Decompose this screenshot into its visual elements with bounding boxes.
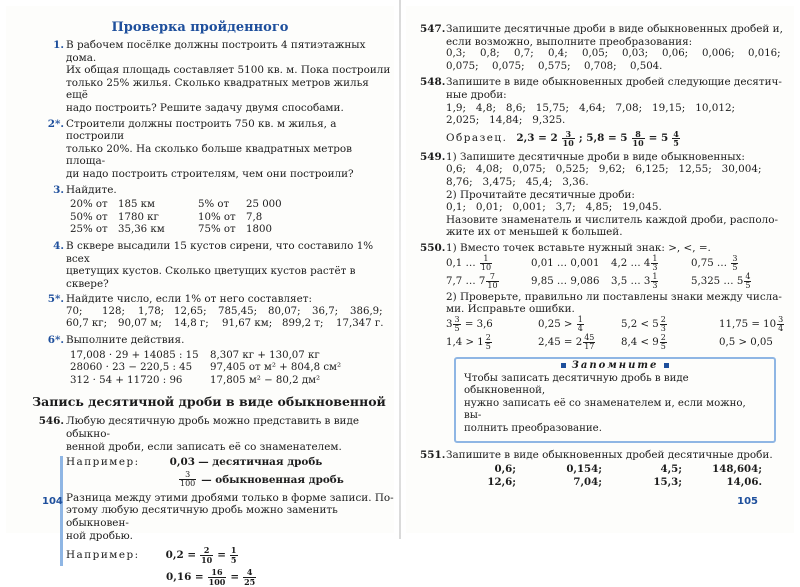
comparison-item xyxy=(538,316,621,334)
value: 12,6; xyxy=(487,475,516,488)
value: 0,7; xyxy=(514,48,534,60)
exercise-551 xyxy=(406,449,794,462)
section-title-2: Запись десятичной дроби в виде обыкновенной xyxy=(32,394,386,410)
exercise-text-line: Найдите число, если 1% от него составляет: xyxy=(66,293,312,306)
exercise-text-line: В сквере высадили 15 кустов сирени, что составило 1% всех xyxy=(66,239,374,265)
value: 0,03; xyxy=(622,48,649,60)
memo-box xyxy=(454,357,776,443)
exercise-text-line: ди надо построить строителям, чем они построили? xyxy=(66,167,354,180)
values-row: 1,9; 4,8; 8,6; 15,75; 4,64; 7,08; 19,15; 10,012; xyxy=(446,101,736,114)
exercise-number: 551. xyxy=(420,448,446,461)
value: 0,3; xyxy=(446,48,466,60)
fraction: $\frac{1}{3}$ xyxy=(652,271,658,290)
decimal-caption: — десятичная дробь xyxy=(198,456,323,469)
value: 60,7 кг; xyxy=(66,318,108,330)
value: 128; xyxy=(102,305,125,317)
fraction: $\frac{3}{4}$ xyxy=(778,314,784,334)
comparison-item xyxy=(611,255,691,273)
operation: 28060 · 23 − 220,5 : 45 xyxy=(70,362,193,374)
exercise-text-line: надо построить? Решите задачу двумя способами. xyxy=(66,101,344,114)
eq-left: 0,16 = xyxy=(166,570,204,583)
fraction: $\frac{4}{5}$ xyxy=(745,271,751,290)
values-grid xyxy=(446,61,794,74)
comparison-item xyxy=(719,316,799,334)
exercise-number: 546. xyxy=(38,415,64,428)
fraction: $\frac{2}{5}$ xyxy=(660,332,666,352)
value: 4,5; xyxy=(660,463,682,476)
fraction: $\frac{45}{17}$ xyxy=(584,332,595,352)
fraction: $\frac{8}{10}$ xyxy=(632,128,644,149)
values-row: 8,76; 3,475; 45,4; 3,36. xyxy=(446,175,589,188)
exercise-2 xyxy=(6,118,394,181)
fraction: $\frac{1}{10}$ xyxy=(480,253,492,272)
example-eq-1: Например: 0,2 = $\frac{2}{10}$ = $\frac{1}{5}$ xyxy=(66,545,237,565)
comparison-item xyxy=(691,255,771,273)
page-number: 104 xyxy=(42,496,63,507)
value: 899,2 т; xyxy=(282,318,324,330)
fraction: $\frac{7}{10}$ xyxy=(487,271,498,290)
comparison-item xyxy=(531,255,611,273)
value: 0,575; xyxy=(538,60,571,72)
value: 91,67 км; xyxy=(222,318,273,330)
value: 0,075; xyxy=(446,60,479,72)
value: 15,3; xyxy=(653,475,682,488)
value: 148,604; xyxy=(712,463,762,476)
comparison-text: 0,1 … xyxy=(446,258,479,269)
values-row: 0,6; 4,08; 0,075; 0,525; 9,62; 6,125; 12,55; 30,004; xyxy=(446,163,762,176)
left-page xyxy=(6,6,394,587)
comparison-item xyxy=(621,316,719,334)
page-fold xyxy=(399,0,401,539)
comparison-text: 3 xyxy=(446,319,453,331)
memo-line: полнить преобразование. xyxy=(464,423,602,435)
exercise-4 xyxy=(6,240,394,290)
value: 0,05; xyxy=(582,48,609,60)
fraction: $\frac{1}{4}$ xyxy=(577,314,583,334)
exercise-number: 1. xyxy=(53,39,64,51)
exercise-text-line: венной дроби, если записать её со знаменателем. xyxy=(66,440,342,453)
memo-text xyxy=(464,373,766,436)
exercise-5 xyxy=(6,293,394,331)
exercise-text-line: цветущих кустов. Сколько цветущих кустов растёт в сквере? xyxy=(66,265,356,290)
value: 17,347 г. xyxy=(336,318,384,330)
text-line: Запишите в виде обыкновенных дробей следующие десятич- xyxy=(446,76,782,89)
comparison-item xyxy=(531,273,611,291)
fraction: $\frac{4}{25}$ xyxy=(244,567,256,587)
comparison-text: 0,5 > 0,05 xyxy=(719,337,773,349)
sample-text: 2,3 = 2 xyxy=(516,132,558,145)
text-line: ми. Исправьте ошибки. xyxy=(446,303,575,316)
text-line: жите их от меньшей к большей. xyxy=(446,226,623,239)
ex546-example xyxy=(6,456,394,586)
fraction: $\frac{2}{10}$ xyxy=(201,545,213,565)
eq-left: 0,2 = xyxy=(165,548,197,561)
text-line: Назовите знаменатель и числитель каждой дроби, располо- xyxy=(446,213,779,226)
exercise-550-part2 xyxy=(406,291,794,316)
comparison-item xyxy=(446,316,538,334)
exercise-number: 4. xyxy=(53,239,64,252)
value: 14,8 г; xyxy=(174,318,209,330)
value: 0,504. xyxy=(630,60,663,72)
comparison-text: 8,4 < 9 xyxy=(621,337,659,349)
exercise-text-line: Их общая площадь составляет 5100 кв. м. Пока построили xyxy=(66,64,391,77)
value: 0,6; xyxy=(494,463,516,476)
fraction: $\frac{1}{3}$ xyxy=(652,253,658,272)
section-title: Проверка пройденного xyxy=(111,20,289,35)
comparison-item xyxy=(446,334,538,352)
text-line: Запишите в виде обыкновенных дробей десятичные дроби. xyxy=(446,448,773,461)
fraction: $\frac{3}{100}$ xyxy=(180,469,196,489)
comparison-text: 0,75 … xyxy=(691,258,731,269)
values-row: 2,025; 14,84; 9,325. xyxy=(446,114,566,127)
comparison-item xyxy=(446,255,531,273)
fraction: $\frac{2}{3}$ xyxy=(660,314,666,334)
exercise-547 xyxy=(406,23,794,73)
example-eq-2: 0,16 = $\frac{16}{100}$ = $\frac{4}{25}$ xyxy=(166,567,256,587)
exercise-text-line: только 25% жилья. Сколько квадратных метров жилья ещё xyxy=(66,76,369,102)
values-row: 0,1; 0,01; 0,001; 3,7; 4,85; 19,045. xyxy=(446,201,662,214)
right-page xyxy=(406,6,794,533)
example-line-1 xyxy=(66,456,394,469)
fraction: $\frac{2}{5}$ xyxy=(485,332,491,352)
operation: 17,805 м² − 80,2 дм² xyxy=(210,374,321,386)
exercise-548 xyxy=(406,76,794,147)
percent-cell: 10% от xyxy=(198,211,236,223)
comparison-text: 9,85 … 9,086 xyxy=(531,276,600,287)
comparison-item xyxy=(611,273,691,291)
example-label: Например: xyxy=(66,548,140,561)
ex5-values-row xyxy=(66,318,394,331)
exercise-text-line: Выполните действия. xyxy=(66,334,185,347)
exercise-text-line: Найдите. xyxy=(66,183,117,196)
fraction-caption: — обыкновенная дробь xyxy=(201,473,344,486)
percent-cell: 50% от xyxy=(70,211,108,223)
value: 0,06; xyxy=(662,48,689,60)
decimal-value: 0,03 xyxy=(169,456,195,469)
percent-cell: 1800 xyxy=(246,224,272,236)
text-line: 2) Прочитайте десятичные дроби: xyxy=(446,188,635,201)
value: 14,06. xyxy=(726,475,762,488)
values-grid xyxy=(446,48,794,61)
text-line: ные дроби: xyxy=(446,88,507,101)
exercise-number: 3. xyxy=(53,183,64,196)
value: 7,04; xyxy=(573,475,602,488)
value: 36,7; xyxy=(312,305,339,317)
text-line: 1) Вместо точек вставьте нужный знак: >, <, =. xyxy=(446,241,711,254)
comparison-text: 11,75 = 10 xyxy=(719,319,777,331)
comparison-text: 7,7 … 7 xyxy=(446,276,486,287)
text-line: ной дробью. xyxy=(66,529,133,542)
memo-line: нужно записать её со знаменателем и, если можно, вы- xyxy=(464,397,746,422)
percent-cell: 25% от xyxy=(70,224,108,236)
exercise-text-line: В рабочем посёлке должны построить 4 пятиэтажных дома. xyxy=(66,39,366,64)
value: 0,8; xyxy=(480,48,500,60)
exercise-549 xyxy=(406,151,794,239)
comparison-text: 3,5 … 3 xyxy=(611,276,651,287)
value: 0,154; xyxy=(566,463,602,476)
fraction: $\frac{3}{10}$ xyxy=(562,128,574,149)
percent-cell: 1780 кг xyxy=(118,211,159,223)
value: 90,07 м; xyxy=(118,318,162,330)
ex5-values-row xyxy=(66,306,394,319)
fraction: $\frac{1}{5}$ xyxy=(230,545,237,565)
ex546-para2 xyxy=(66,492,394,542)
memo-title: Запомните xyxy=(464,360,766,371)
text-line: Запишите десятичные дроби в виде обыкновенных дробей и, xyxy=(446,23,783,35)
comparison-text: 0,01 … 0,001 xyxy=(531,258,600,269)
comparison-text: = 3,6 xyxy=(461,319,493,331)
value: 1,78; xyxy=(138,305,165,317)
value: 0,708; xyxy=(584,60,617,72)
exercise-text-line: Строители должны построить 750 кв. м жилья, а построили xyxy=(66,117,337,143)
exercise-number: 547. xyxy=(420,23,446,35)
percent-cell: 5% от xyxy=(198,199,230,211)
memo-line: Чтобы записать десятичную дробь в виде обыкновенной, xyxy=(464,372,689,397)
exercise-6 xyxy=(6,334,394,347)
page-number: 105 xyxy=(737,496,758,507)
value: 386,9; xyxy=(350,305,383,317)
fraction: $\frac{3}{5}$ xyxy=(732,253,738,272)
percent-cell: 75% от xyxy=(198,224,236,236)
value: 80,07; xyxy=(268,305,301,317)
operation: 97,405 от м² + 804,8 см² xyxy=(210,362,342,374)
percent-table xyxy=(70,199,394,237)
operation: 17,008 · 29 + 14085 : 15 xyxy=(70,349,199,361)
sample-line xyxy=(446,130,794,148)
comparison-text: 1,4 > 1 xyxy=(446,337,484,349)
sample-label: Образец. xyxy=(446,132,508,145)
value: 785,45; xyxy=(218,305,258,317)
operation: 312 · 54 + 11720 : 96 xyxy=(70,374,183,386)
compare-grid-1 xyxy=(446,255,794,291)
exercise-number: 5*. xyxy=(47,293,64,306)
text-line: если возможно, выполните преобразования: xyxy=(446,35,693,48)
sample-text: ; 5,8 = 5 xyxy=(578,132,628,145)
percent-cell: 185 км xyxy=(118,199,155,211)
comparison-item xyxy=(719,334,799,352)
exercise-546 xyxy=(6,415,394,453)
percent-cell: 35,36 км xyxy=(118,224,165,236)
text-line: Разница между этими дробями только в форме записи. По- xyxy=(66,491,394,504)
value: 70; xyxy=(66,305,83,317)
percent-cell: 25 000 xyxy=(246,199,282,211)
comparison-item xyxy=(538,334,621,352)
comparison-text: 5,325 … 5 xyxy=(691,276,744,287)
example-label: Например: xyxy=(66,456,140,469)
margin-bar xyxy=(60,456,63,566)
compare-grid-2 xyxy=(446,316,794,352)
exercise-1 xyxy=(6,39,394,115)
comparison-text: 0,25 > xyxy=(538,319,576,331)
text-line: этому любую десятичную дробь можно заменить обыкновен- xyxy=(66,504,338,529)
exercise-3 xyxy=(6,184,394,197)
exercise-text-line: Любую десятичную дробь можно представить в виде обыкно- xyxy=(66,415,360,441)
text-line: 1) Запишите десятичные дроби в виде обыкновенных: xyxy=(446,150,745,163)
text-line: 2) Проверьте, правильно ли поставлены знаки между числа- xyxy=(446,290,782,303)
value: 0,016; xyxy=(748,48,781,60)
exercise-number: 2*. xyxy=(47,117,64,130)
sample-text: = 5 xyxy=(648,132,669,145)
exercise-number: 6*. xyxy=(47,334,64,347)
comparison-item xyxy=(446,273,531,291)
comparison-item xyxy=(691,273,771,291)
percent-cell: 20% от xyxy=(70,199,108,211)
fraction: $\frac{16}{100}$ xyxy=(208,567,226,587)
value: 0,006; xyxy=(702,48,735,60)
value: 12,65; xyxy=(174,305,207,317)
fraction: $\frac{3}{5}$ xyxy=(454,314,460,334)
ex551-table xyxy=(446,463,794,488)
comparison-text: 2,45 = 2 xyxy=(538,337,583,349)
exercise-number: 548. xyxy=(420,76,446,89)
fraction: $\frac{4}{5}$ xyxy=(673,128,679,149)
operation: 8,307 кг + 130,07 кг xyxy=(210,349,320,361)
comparison-text: 4,2 … 4 xyxy=(611,258,651,269)
value: 0,075; xyxy=(492,60,525,72)
ex6-operations xyxy=(70,350,394,388)
exercise-number: 549. xyxy=(420,150,446,163)
value: 0,4; xyxy=(548,48,568,60)
exercise-number: 550. xyxy=(420,241,446,254)
percent-cell: 7,8 xyxy=(246,211,263,223)
exercise-550 xyxy=(406,242,794,255)
comparison-item xyxy=(621,334,719,352)
exercise-text-line: только 20%. На сколько больше квадратных метров площа- xyxy=(66,142,352,168)
comparison-text: 5,2 < 5 xyxy=(621,319,659,331)
example-line-2 xyxy=(66,471,394,489)
